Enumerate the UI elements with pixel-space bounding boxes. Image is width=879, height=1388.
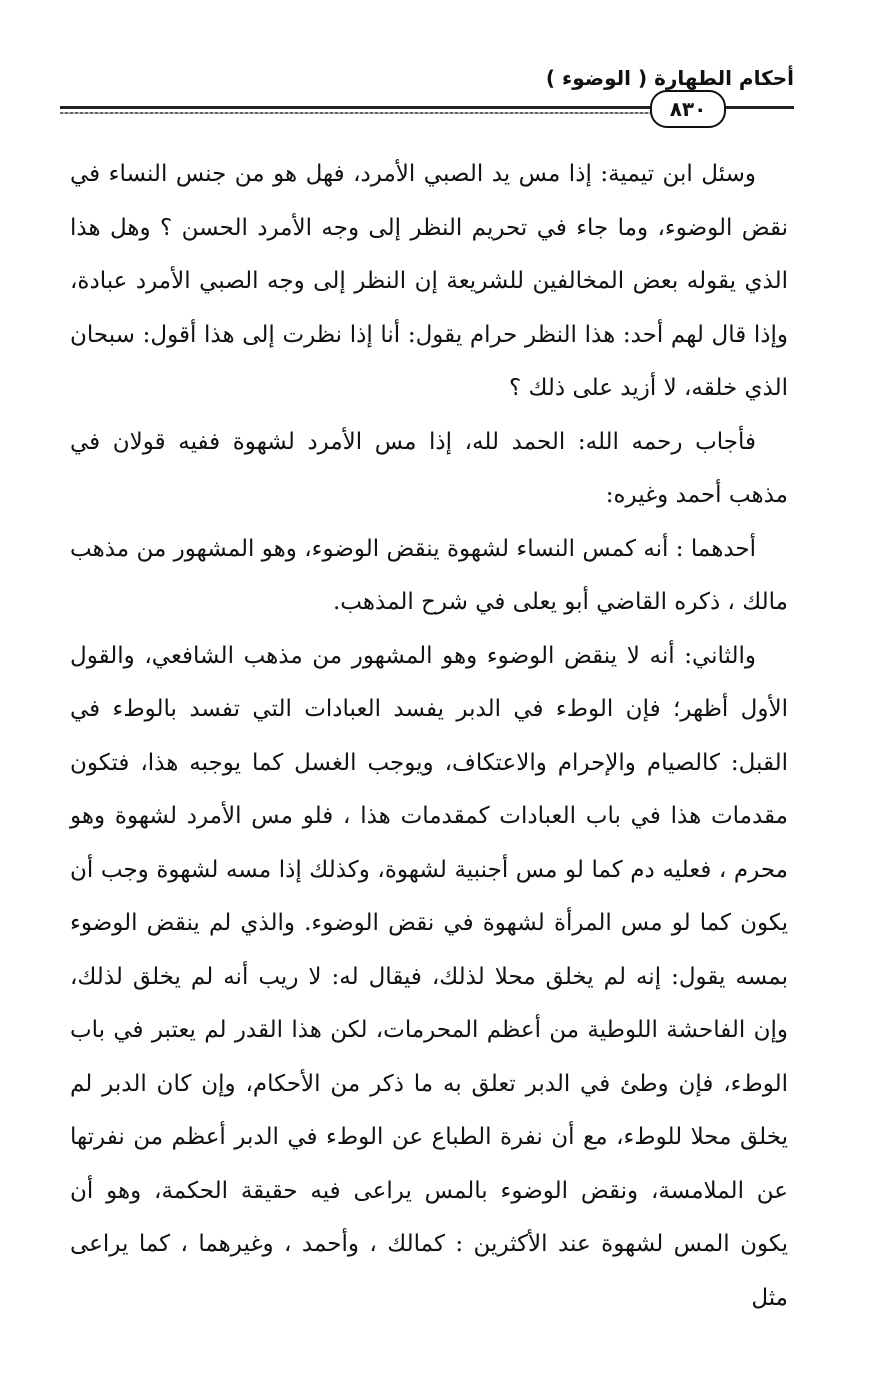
header-rule-thick-line [60, 106, 712, 109]
header-rule-dotted-line [60, 112, 712, 114]
page-number-badge [650, 90, 726, 128]
paragraph-first-opinion: أحدهما : أنه كمس النساء لشهوة ينقض الوضوء، وهو المشهور من مذهب مالك ، ذكره القاضي أبو يعلى في شرح المذهب. [70, 535, 788, 615]
page-header [60, 64, 794, 124]
header-rule-right [722, 106, 794, 109]
paragraph-second-opinion: والثاني: أنه لا ينقض الوضوء وهو المشهور من مذهب الشافعي، والقول الأول أظهر؛ فإن الوطء في الدبر يفسد العبادات التي تفسد بالوطء في القبل: كالصيام والإحرام والاعتكاف، ويوجب الغسل كما يوجبه هذا، فتكون مقدمات هذا في باب العبادات كمقدمات هذا ، فلو مس الأمرد لشهوة وهو محرم ، فعليه دم كما لو مس أجنبية لشهوة، وكذلك إذا مسه لشهوة وجب أن يكون كما لو مس المرأة لشهوة في نقض الوضوء. والذي لم ينقض الوضوء بمسه يقول: إنه لم يخلق محلا لذلك، فيقال له: لا ريب أنه لم يخلق لذلك، وإن الفاحشة اللوطية من أعظم المحرمات، لكن هذا القدر لم يعتبر في باب الوطء، فإن وطئ في الدبر تعلق به ما ذكر من الأحكام، وإن كان الدبر لم يخلق محلا للوطء، مع أن نفرة الطباع عن الوطء في الدبر أعظم من نفرتها عن الملامسة، ونقض الوضوء بالمس يراعى فيه حقيقة الحكمة، وهو أن يكون المس لشهوة عند الأكثرين : كمالك ، وأحمد ، وغيرهما ، كما يراعى مثل [70, 642, 788, 1311]
paragraph-answer-intro: فأجاب رحمه الله: الحمد لله، إذا مس الأمرد لشهوة ففيه قولان في مذهب أحمد وغيره: [70, 428, 788, 508]
running-title: أحكام الطهارة ( الوضوء ) [545, 66, 794, 90]
header-rule-left [60, 106, 712, 118]
page-number: ٨٣٠ [669, 97, 707, 121]
page-body [70, 148, 788, 1325]
paragraph-question: وسئل ابن تيمية: إذا مس يد الصبي الأمرد، فهل هو من جنس النساء في نقض الوضوء، وما جاء في تحريم النظر إلى وجه الأمرد الحسن ؟ وهل هذا الذي يقوله بعض المخالفين للشريعة إن النظر إلى وجه الصبي الأمرد عبادة، وإذا قال لهم أحد: هذا النظر حرام يقول: أنا إذا نظرت إلى هذا أقول: سبحان الذي خلقه، لا أزيد على ذلك ؟ [70, 161, 789, 401]
